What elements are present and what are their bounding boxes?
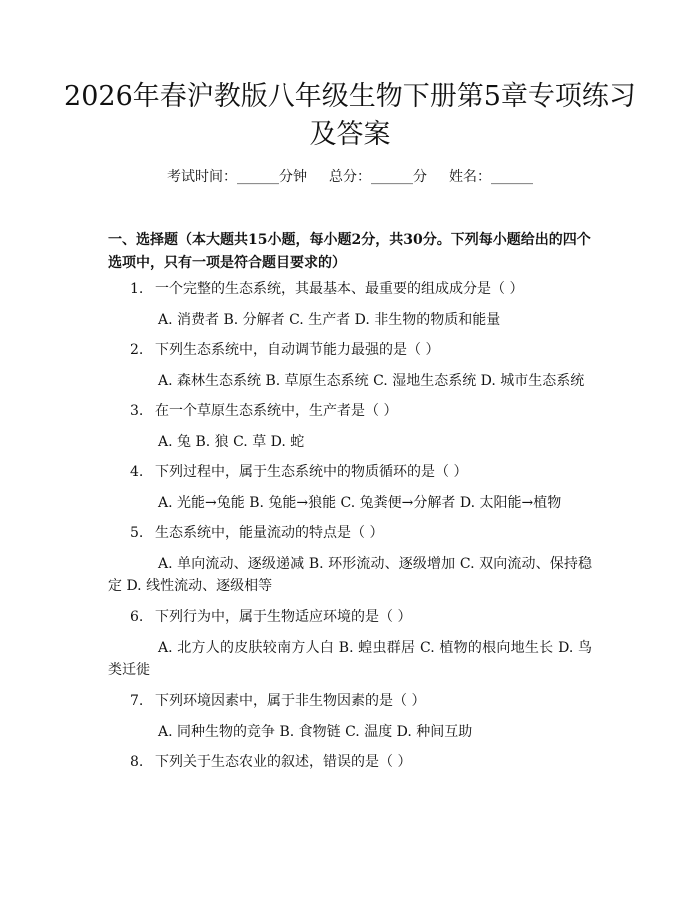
question-options: A. 单向流动、逐级递减 B. 环形流动、逐级增加 C. 双向流动、保持稳定 D. 线性流动、逐级相等 [108, 556, 592, 594]
exam-info-line [0, 167, 700, 187]
question-options: A. 北方人的皮肤较南方人白 B. 蝗虫群居 C. 植物的根向地生长 D. 鸟类迁徙 [108, 640, 592, 678]
question-number: 4. [130, 464, 144, 480]
question-number: 6. [130, 609, 144, 625]
question-stem: 下列过程中，属于生态系统中的物质循环的是（ ） [155, 464, 468, 480]
section-heading: 一、选择题（本大题共15小题，每小题2分，共30分。下列每小题给出的四个选项中，只有一项是符合题目要求的） [108, 232, 591, 271]
question-options: A. 同种生物的竞争 B. 食物链 C. 温度 D. 种间互助 [158, 724, 473, 740]
question-stem: 下列生态系统中，自动调节能力最强的是（ ） [155, 342, 440, 358]
question-item [108, 400, 592, 453]
question-item [108, 751, 592, 775]
question-item [108, 522, 592, 597]
question-options: A. 光能→兔能 B. 兔能→狼能 C. 兔粪便→分解者 D. 太阳能→植物 [158, 495, 562, 511]
question-stem: 一个完整的生态系统，其最基本、最重要的组成成分是（ ） [155, 281, 524, 297]
question-stem: 下列环境因素中，属于非生物因素的是（ ） [155, 693, 426, 709]
question-options: A. 森林生态系统 B. 草原生态系统 C. 湿地生态系统 D. 城市生态系统 [158, 373, 585, 389]
question-number: 3. [130, 403, 144, 419]
question-item [108, 461, 592, 514]
question-number: 1. [130, 281, 144, 297]
page-title: 2026年春沪教版八年级生物下册第5章专项练习及答案 [64, 81, 636, 150]
question-options: A. 消费者 B. 分解者 C. 生产者 D. 非生物的物质和能量 [158, 312, 501, 328]
question-list [108, 278, 592, 782]
question-item [108, 690, 592, 743]
question-stem: 下列关于生态农业的叙述，错误的是（ ） [155, 754, 412, 770]
question-stem: 下列行为中，属于生物适应环境的是（ ） [155, 609, 412, 625]
exam-time-label: 考试时间：______分钟 [167, 169, 307, 185]
student-name-label: 姓名：______ [449, 169, 533, 185]
question-number: 8. [130, 754, 144, 770]
question-number: 5. [130, 525, 144, 541]
question-stem: 生态系统中，能量流动的特点是（ ） [155, 525, 384, 541]
question-item [108, 339, 592, 392]
question-number: 2. [130, 342, 144, 358]
question-item [108, 278, 592, 331]
total-score-label: 总分：______分 [329, 169, 427, 185]
question-stem: 在一个草原生态系统中，生产者是（ ） [155, 403, 398, 419]
question-options: A. 兔 B. 狼 C. 草 D. 蛇 [158, 434, 305, 450]
question-number: 7. [130, 693, 144, 709]
question-item [108, 606, 592, 681]
